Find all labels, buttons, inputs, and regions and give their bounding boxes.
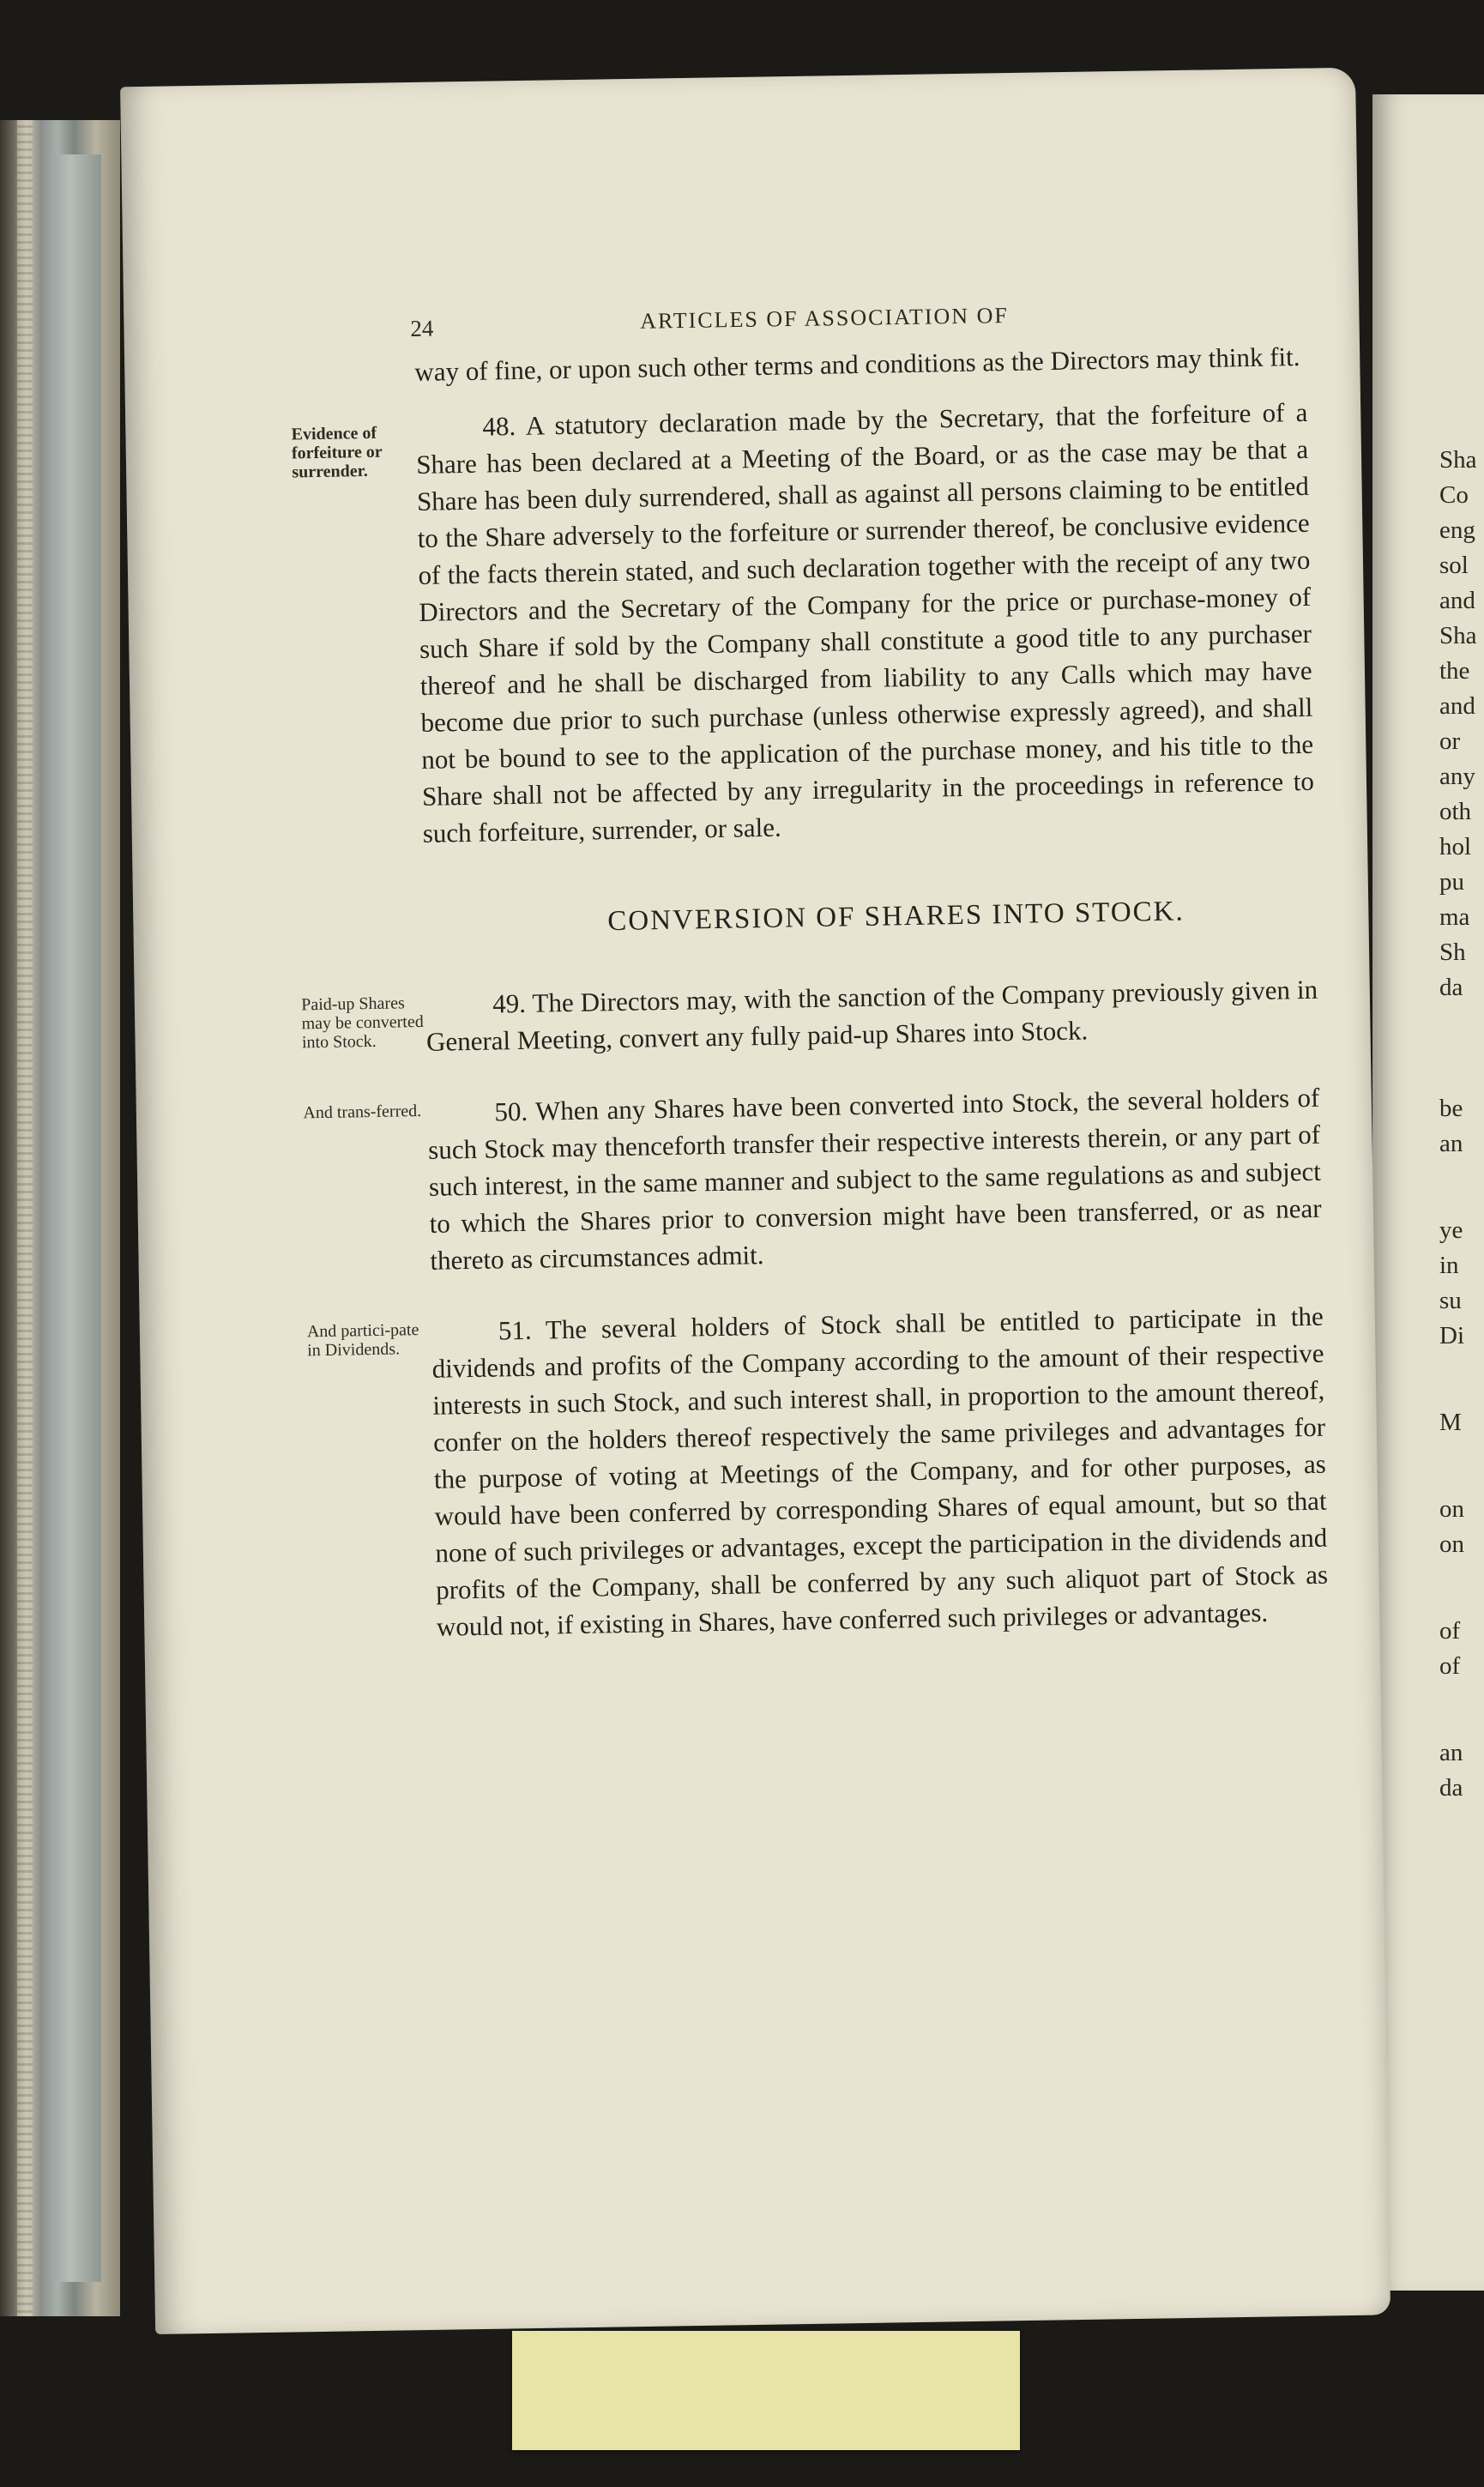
- facing-word: on: [1439, 1530, 1464, 1558]
- facing-word: Sh: [1439, 939, 1466, 966]
- facing-word: M: [1439, 1409, 1462, 1436]
- article-49: [301, 971, 1318, 1060]
- facing-word: sol: [1439, 552, 1469, 579]
- continuation-paragraph: way of fine, or upon such other terms and conditions as the Directors may think fit.: [414, 341, 1300, 387]
- facing-word: be: [1439, 1095, 1463, 1122]
- facing-word: of: [1439, 1617, 1461, 1645]
- paper-bookmark-slip: [512, 2331, 1020, 2450]
- margin-note: Paid-up Shares may be converted into Stock.: [301, 993, 424, 1053]
- spacer: [1439, 1440, 1484, 1492]
- facing-page-text: [1439, 443, 1484, 1806]
- margin-note: Evidence of forfeiture or surrender.: [291, 423, 383, 482]
- facing-word: Co: [1439, 481, 1469, 509]
- facing-word: any: [1439, 763, 1475, 790]
- spacer: [1439, 1562, 1484, 1614]
- facing-word: the: [1439, 657, 1470, 685]
- facing-word: in: [1439, 1252, 1459, 1279]
- article-text: 48. A statutory declaration made by the Secretary, that the forfeiture of a Share has been declared at a Meeting of the Board, or as the case may be that a Share has been duly surrendered, shall as against all persons claiming to be entitled to the Share adversely to the forfeiture or surrender thereof, be conclusive evidence of the facts therein stated, and such declaration together with the receipt of any two Directors and the Secretary of the Company for the price or purchase-money of such Share if sold by the Company shall constitute a good title to any purchaser thereof and he shall be discharged from liability to any Calls which may have become due prior to such purchase (unless otherwise expressly agreed), and shall not be bound to see to the application of the purchase money, and his title to the Share shall not be affected by any irregularity in the proceedings in reference to such forfeiture, surrender, or sale.: [415, 396, 1315, 848]
- spacer: [1439, 1684, 1484, 1735]
- facing-word: an: [1439, 1130, 1463, 1157]
- facing-word: and: [1439, 587, 1475, 614]
- facing-word: ma: [1439, 903, 1470, 931]
- spacer: [1439, 1354, 1484, 1405]
- article-50: [303, 1079, 1323, 1279]
- facing-word: and: [1439, 692, 1475, 720]
- facing-word: da: [1439, 1774, 1463, 1802]
- facing-word: da: [1439, 974, 1463, 1001]
- margin-note: And trans-ferred.: [303, 1101, 422, 1123]
- section-heading: CONVERSION OF SHARES INTO STOCK.: [607, 896, 1185, 938]
- facing-word: or: [1439, 727, 1461, 755]
- facing-word: Sha: [1439, 622, 1477, 649]
- article-text: 51. The several holders of Stock shall be entitled to participate in the dividends and profits of the Company according to the amount of their respective interests in such Stock, and such interest shall, in proportion to the amount thereof, confer on the holders thereof respectively the same privileges and advantages for the purpose of voting at Meetings of the Company, and for other purposes, as would have been conferred by corresponding Shares of equal amount, but so that none of such privileges or advantages, except the participation in the dividends and profits of the Company, shall be conferred by any such aliquot part of Stock as would not, if existing in Shares, have conferred such privileges or advantages.: [431, 1301, 1329, 1642]
- binding-strip: [50, 154, 101, 2282]
- facing-word: hol: [1439, 833, 1472, 860]
- spacer: [1439, 1162, 1484, 1213]
- page-number: 24: [410, 315, 434, 341]
- facing-word: oth: [1439, 798, 1472, 825]
- facing-word: Sha: [1439, 446, 1477, 474]
- facing-word: ye: [1439, 1216, 1463, 1244]
- spacer: [1439, 1005, 1484, 1091]
- article-48: [291, 394, 1315, 852]
- article-51: [306, 1298, 1330, 1645]
- page-body: [291, 338, 1329, 1645]
- running-head: ARTICLES OF ASSOCIATION OF: [639, 303, 1010, 334]
- facing-word: eng: [1439, 516, 1475, 544]
- facing-word: an: [1439, 1739, 1463, 1766]
- facing-word: pu: [1439, 868, 1464, 896]
- facing-word: of: [1439, 1652, 1461, 1680]
- article-text: 50. When any Shares have been converted into Stock, the several holders of such Stock may thenceforth transfer their respective interests therein, or any part of such interest, in the same manner and subject to the same regulations as and subject to which the Shares prior to conversion might have been transferred, or as near thereto as circumstances admit.: [427, 1082, 1322, 1276]
- facing-word: Di: [1439, 1322, 1464, 1349]
- margin-note: And partici-pate in Dividends.: [306, 1320, 419, 1361]
- facing-word: on: [1439, 1495, 1464, 1523]
- facing-word: su: [1439, 1287, 1462, 1314]
- article-text: 49. The Directors may, with the sanction of the Company previously given in General Meeting, convert any fully paid-up Shares into Stock.: [425, 974, 1318, 1057]
